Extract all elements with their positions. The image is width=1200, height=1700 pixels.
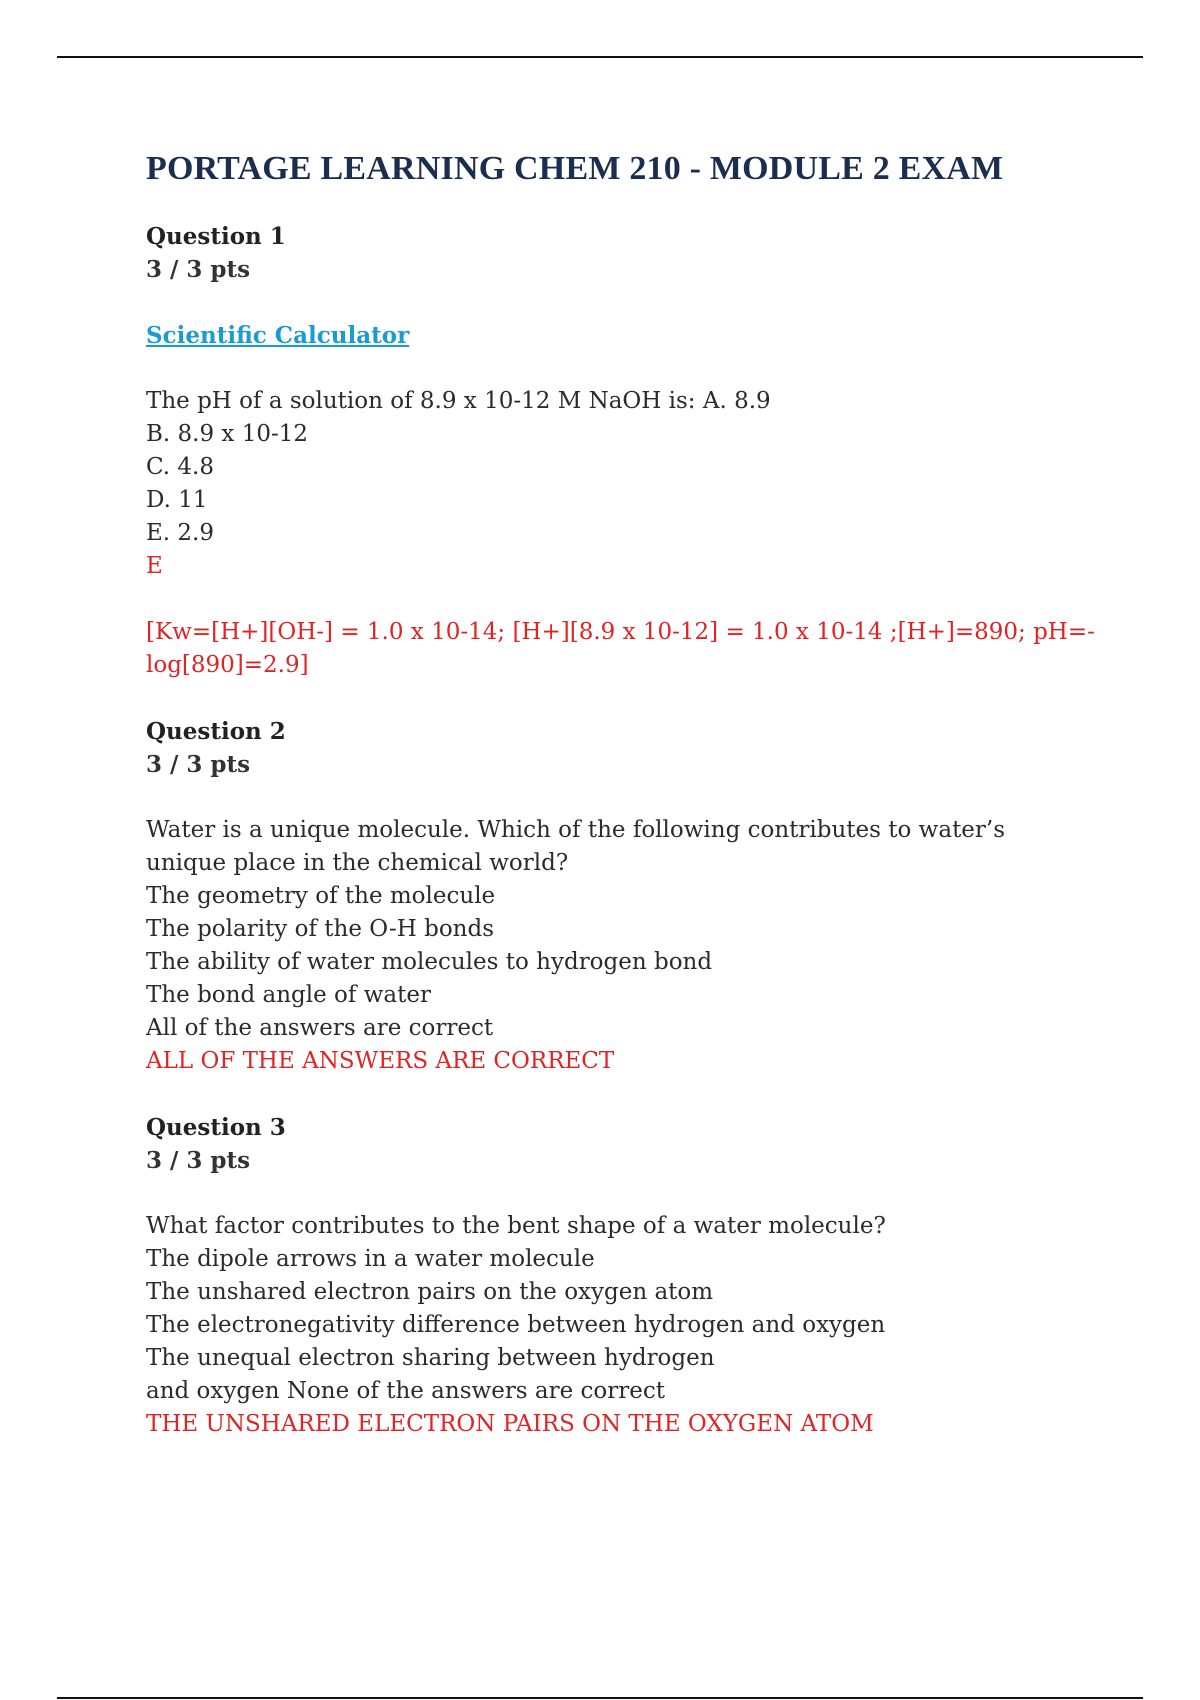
option-c: C. 4.8 <box>146 454 214 480</box>
exam-document <box>146 150 1106 1474</box>
option-geometry: The geometry of the molecule <box>146 883 496 909</box>
top-rule <box>57 56 1143 58</box>
option-dipole-arrows: The dipole arrows in a water molecule <box>146 1246 595 1272</box>
bottom-rule <box>57 1697 1143 1699</box>
question-points: 3 / 3 pts <box>146 256 251 283</box>
question-points: 3 / 3 pts <box>146 1147 251 1174</box>
scientific-calculator-link[interactable]: Scientific Calculator <box>146 322 410 349</box>
question-body <box>146 1210 1106 1441</box>
option-polarity: The polarity of the O-H bonds <box>146 916 495 942</box>
question-body <box>146 385 1106 583</box>
question-1 <box>146 220 1106 682</box>
question-text: The pH of a solution of 8.9 x 10-12 M NaOH is: A. 8.9 <box>146 388 771 414</box>
explanation-line: [Kw=[H+][OH-] = 1.0 x 10-14; [H+][8.9 x 10-12] = 1.0 x 10-14 ;[H+]=890; pH=- <box>146 619 1095 645</box>
question-body <box>146 814 1106 1078</box>
option-all-correct: All of the answers are correct <box>146 1015 494 1041</box>
correct-answer: ALL OF THE ANSWERS ARE CORRECT <box>146 1048 615 1074</box>
question-2 <box>146 715 1106 1078</box>
explanation-line: log[890]=2.9] <box>146 652 309 678</box>
option-e: E. 2.9 <box>146 520 214 546</box>
option-unshared-pairs: The unshared electron pairs on the oxygen atom <box>146 1279 714 1305</box>
option-d: D. 11 <box>146 487 208 513</box>
question-points: 3 / 3 pts <box>146 751 251 778</box>
question-heading: Question 1 <box>146 223 286 250</box>
correct-answer: THE UNSHARED ELECTRON PAIRS ON THE OXYGEN ATOM <box>146 1411 874 1437</box>
correct-answer: E <box>146 553 163 579</box>
question-heading: Question 2 <box>146 718 286 745</box>
question-text: Water is a unique molecule. Which of the following contributes to water’s <box>146 817 1006 843</box>
question-3 <box>146 1111 1106 1441</box>
option-none-correct: and oxygen None of the answers are correct <box>146 1378 666 1404</box>
option-unequal-sharing: The unequal electron sharing between hydrogen <box>146 1345 715 1371</box>
option-electronegativity: The electronegativity difference between hydrogen and oxygen <box>146 1312 886 1338</box>
question-text: What factor contributes to the bent shape of a water molecule? <box>146 1213 886 1239</box>
option-bond-angle: The bond angle of water <box>146 982 431 1008</box>
question-text: unique place in the chemical world? <box>146 850 569 876</box>
option-b: B. 8.9 x 10-12 <box>146 421 308 447</box>
answer-explanation <box>146 616 1106 682</box>
document-title: PORTAGE LEARNING CHEM 210 - MODULE 2 EXAM <box>146 150 1004 187</box>
option-hydrogen-bond: The ability of water molecules to hydrogen bond <box>146 949 713 975</box>
question-heading: Question 3 <box>146 1114 286 1141</box>
